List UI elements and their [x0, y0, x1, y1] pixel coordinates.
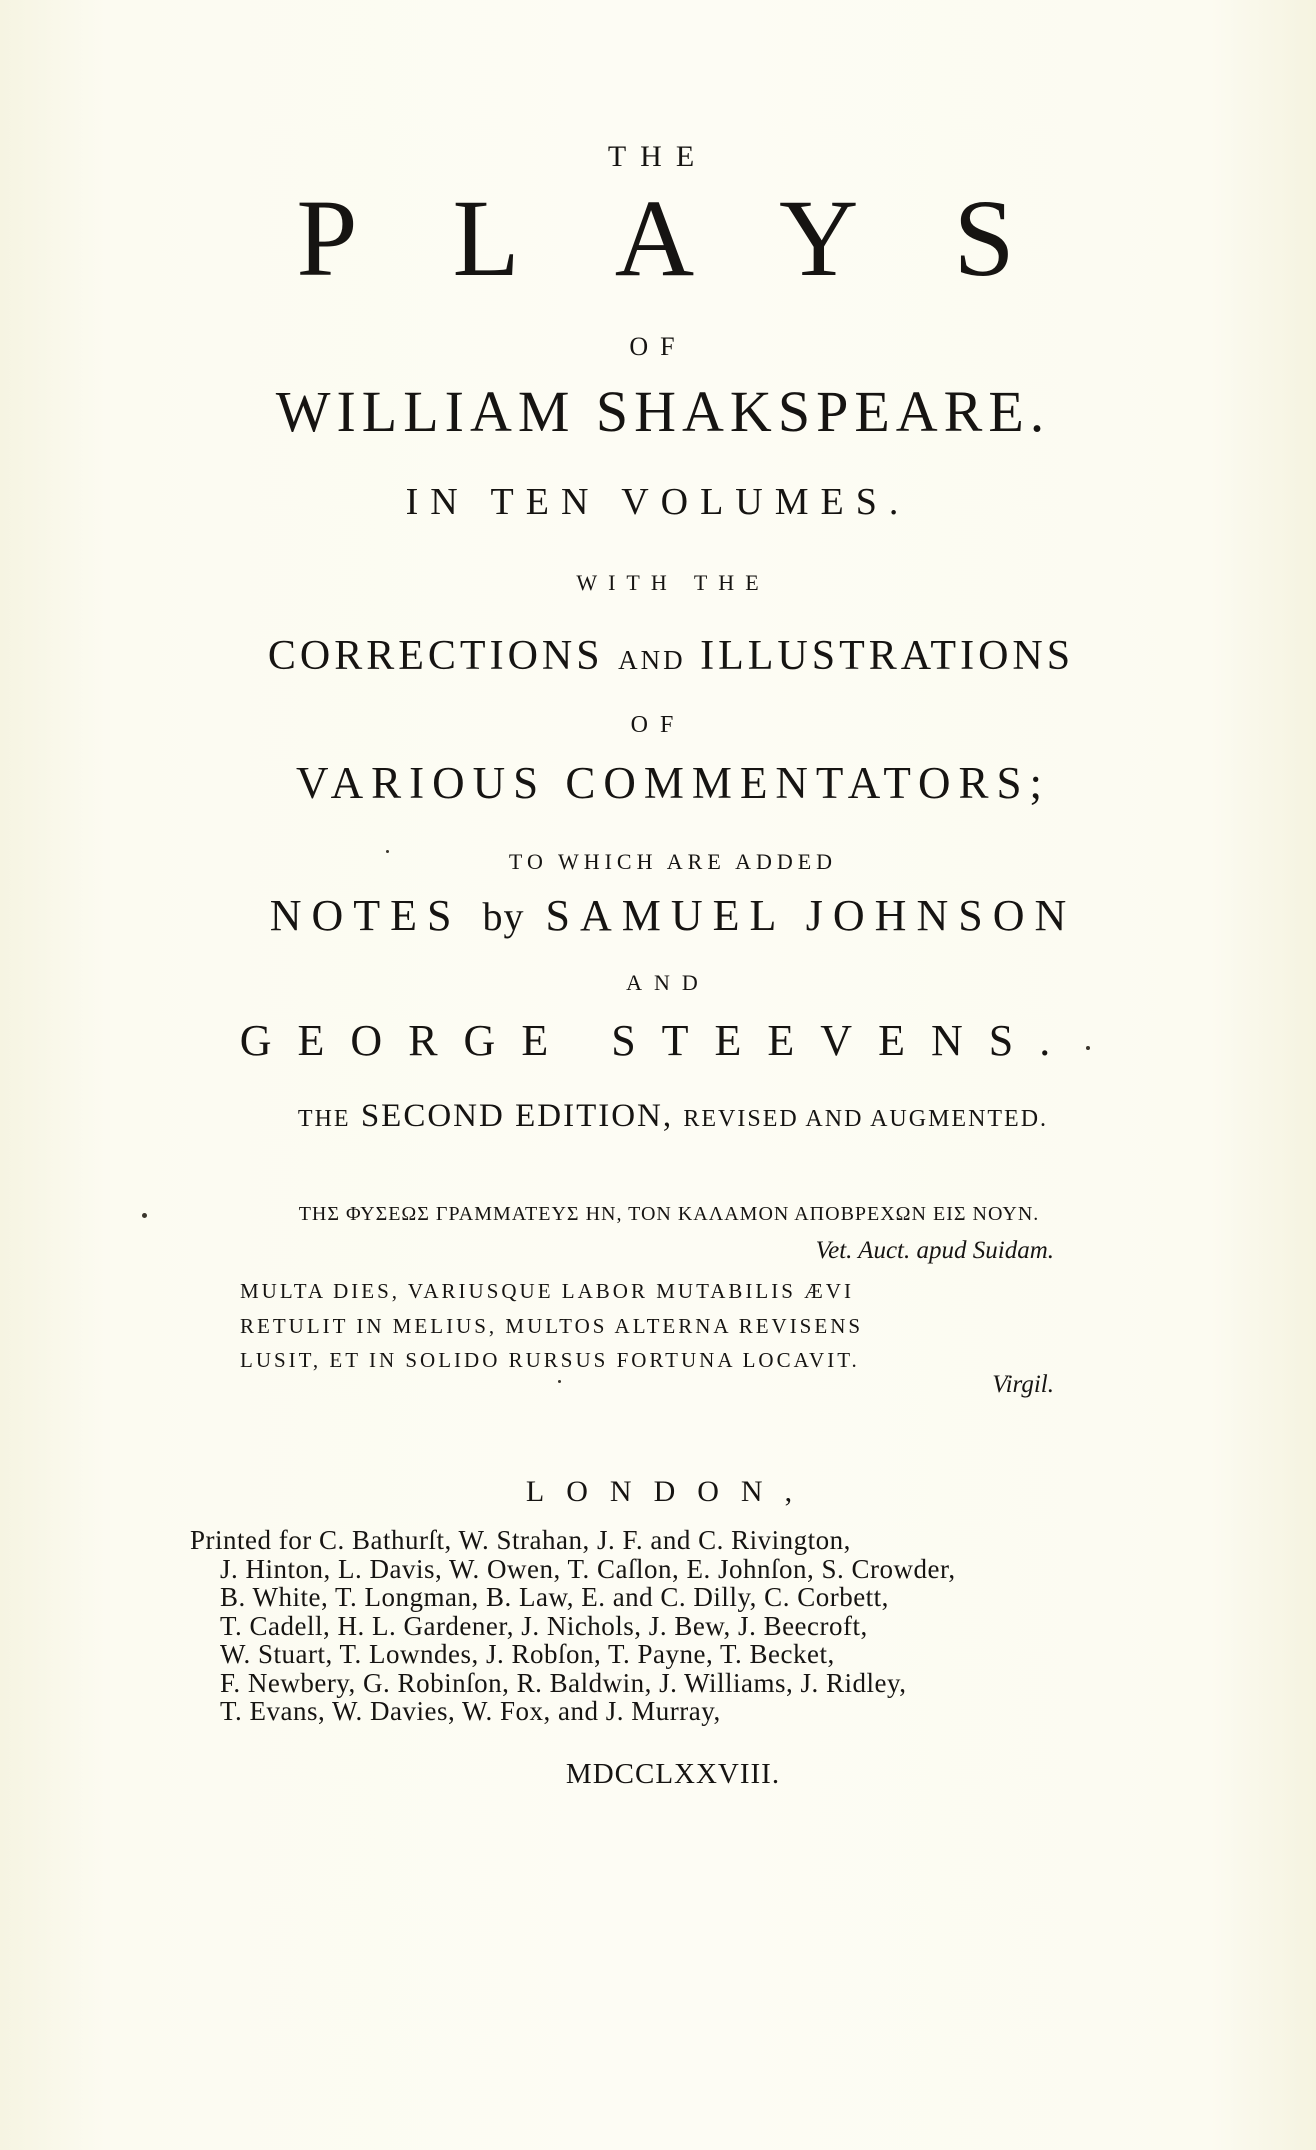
edition-the: THE: [297, 1106, 351, 1132]
notes-by: by: [482, 894, 525, 939]
title-plays: PLAYS: [296, 177, 1110, 299]
corrections-word: CORRECTIONS: [267, 633, 604, 679]
printers-line: Printed for C. Bathurſt, W. Strahan, J. F. and C. Rivington,: [190, 1525, 851, 1555]
ink-speck: [142, 1213, 147, 1218]
printers-line: T. Cadell, H. L. Gardener, J. Nichols, J. Bew, J. Beecroft,: [220, 1610, 868, 1641]
steevens-name: GEORGE STEEVENS.: [239, 1016, 1077, 1065]
and-line: AND: [626, 970, 710, 995]
johnson-name: SAMUEL JOHNSON: [545, 891, 1077, 940]
imprint-printers: [190, 1526, 1090, 1726]
illustrations-word: ILLUSTRATIONS: [700, 633, 1075, 679]
latin-epigraph-line: RETULIT IN MELIUS, MULTOS ALTERNA REVISENS: [240, 1314, 864, 1338]
volumes-line: IN TEN VOLUMES.: [405, 481, 911, 523]
printers-line: B. White, T. Longman, B. Law, E. and C. Dilly, C. Corbett,: [220, 1582, 889, 1612]
printers-line: J. Hinton, L. Davis, W. Owen, T. Caſlon, E. Johnſon, S. Crowder,: [220, 1553, 956, 1584]
latin-epigraph-line: MULTA DIES, VARIUSQUE LABOR MUTABILIS ÆVI: [240, 1279, 854, 1303]
notes-line: [0, 890, 1316, 941]
corrections-and: AND: [618, 645, 686, 675]
notes-word: NOTES: [269, 891, 462, 940]
printers-line: W. Stuart, T. Lowndes, J. Robſon, T. Payne, T. Becket,: [220, 1639, 835, 1669]
latin-citation: Virgil.: [992, 1371, 1054, 1398]
corrections-line: [0, 632, 1316, 680]
ink-speck: [558, 1380, 561, 1383]
imprint-date: MDCCLXXVIII.: [565, 1758, 781, 1790]
imprint-city: LONDON,: [525, 1475, 815, 1508]
commentators-line: VARIOUS COMMENTATORS;: [295, 758, 1051, 808]
title-of: OF: [629, 332, 687, 361]
greek-citation: Vet. Auct. apud Suidam.: [815, 1237, 1054, 1264]
edition-line: [0, 1098, 1316, 1135]
author-name: WILLIAM SHAKSPEARE.: [275, 379, 1051, 444]
latin-epigraph-line: LUSIT, ET IN SOLIDO RURSUS FORTUNA LOCAVIT.: [240, 1348, 860, 1372]
printers-line: F. Newbery, G. Robinſon, R. Baldwin, J. Williams, J. Ridley,: [220, 1667, 907, 1698]
title-the: THE: [607, 140, 709, 173]
with-the-line: WITH THE: [576, 570, 770, 595]
added-line: TO WHICH ARE ADDED: [508, 849, 838, 874]
ink-speck: [386, 850, 389, 853]
printers-line: T. Evans, W. Davies, W. Fox, and J. Murray,: [220, 1696, 721, 1726]
ink-speck: [1086, 1046, 1090, 1050]
edition-second: SECOND EDITION,: [360, 1098, 674, 1134]
greek-epigraph: ΤΗΣ ΦΥΣΕΩΣ ΓΡΑΜΜΑΤΕΥΣ ΗΝ, ΤΟΝ ΚΑΛΑΜΟΝ ΑΠΟΒΡΕΧΩΝ ΕΙΣ ΝΟΥΝ.: [298, 1203, 1040, 1225]
of-line: OF: [630, 712, 686, 738]
edition-revised: REVISED AND AUGMENTED.: [683, 1106, 1049, 1132]
